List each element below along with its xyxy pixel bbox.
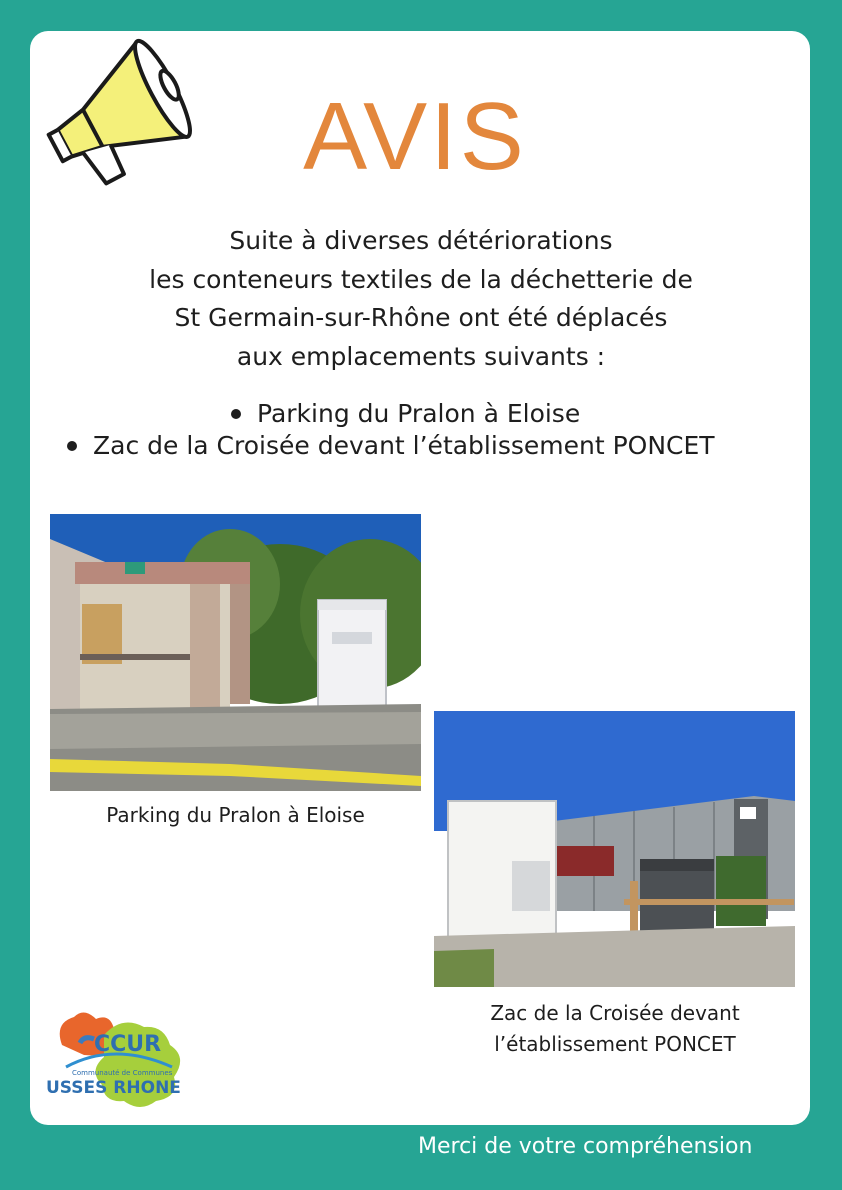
logo-main-text: USSES RHONE [46, 1078, 181, 1098]
intro-line: St Germain-sur-Rhône ont été déplacés [174, 303, 668, 332]
megaphone-icon [38, 38, 198, 193]
location-label: Parking du Pralon à Eloise [257, 399, 581, 428]
ccur-logo [44, 1005, 194, 1110]
photo-parking-pralon [50, 514, 421, 791]
notice-title: AVIS [303, 83, 527, 190]
footer-text: Merci de votre compréhension [418, 1134, 753, 1159]
logo-small-text: Communauté de Communes [72, 1069, 173, 1077]
caption-line: Zac de la Croisée devant [490, 1001, 740, 1025]
photo-caption: Parking du Pralon à Eloise [106, 803, 365, 827]
photo-zac-croisee [434, 711, 795, 987]
bullet-dot-icon [231, 409, 241, 419]
location-label: Zac de la Croisée devant l’établissement PONCET [93, 431, 715, 460]
caption-line: l’établissement PONCET [494, 1032, 736, 1056]
intro-line: aux emplacements suivants : [236, 341, 606, 371]
intro-text [0, 222, 842, 376]
bullet-dot-icon [67, 441, 77, 451]
intro-line: les conteneurs textiles de la déchetterie de [149, 264, 693, 294]
intro-line: Suite à diverses détériorations [229, 226, 613, 255]
list-item [231, 397, 580, 431]
svg-text:CCUR: CCUR [94, 1032, 162, 1057]
photo-caption [440, 998, 790, 1060]
list-item [67, 429, 715, 463]
